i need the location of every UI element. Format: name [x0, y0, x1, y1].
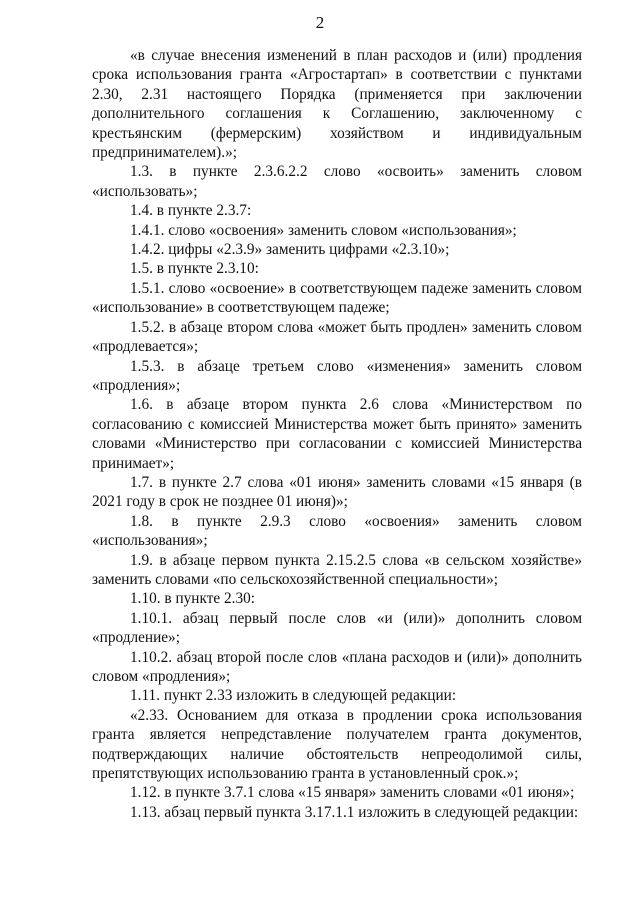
paragraph-10: 1.6. в абзаце втором пункта 2.6 слова «Министерством по согласованию с комиссией Министерства может быть принято» заменить словами «Министерство при согласовании с комиссией Министерства принимает»; — [92, 396, 582, 472]
paragraph-15: 1.10.1. абзац первый после слов «и (или)» дополнить словом «продление»; — [92, 609, 582, 647]
paragraph-11: 1.7. в пункте 2.7 слова «01 июня» заменить словами «15 января (в 2021 году в срок не позднее 01 июня)»; — [92, 473, 582, 511]
paragraph-18: «2.33. Основанием для отказа в продлении срока использования гранта является непредставление получателем гранта документов, подтверждающих наличие обстоятельств непреодолимой силы, препятствующих использованию гранта в установленный срок.»; — [92, 706, 582, 783]
paragraph-13: 1.9. в абзаце первом пункта 2.15.2.5 слова «в сельском хозяйстве» заменить словами «по сельскохозяйственной специальности»; — [92, 551, 582, 588]
paragraph-3: 1.4. в пункте 2.3.7: — [130, 202, 252, 220]
paragraph-5: 1.4.2. цифры «2.3.9» заменить цифрами «2.3.10»; — [130, 241, 450, 259]
document-body — [92, 46, 582, 822]
paragraph-17: 1.11. пункт 2.33 изложить в следующей редакции: — [130, 687, 457, 705]
paragraph-16: 1.10.2. абзац второй после слов «плана расходов и (или)» дополнить словом «продления»; — [92, 648, 582, 685]
paragraph-7: 1.5.1. слово «освоение» в соответствующем падеже заменить словом «использование» в соответствующем падеже; — [92, 279, 582, 317]
paragraph-1: «в случае внесения изменений в план расходов и (или) продления срока использования гранта «Агростартап» в соответствии с пунктами 2.30, 2.31 настоящего Порядка (применяется при заключении дополнительного соглашения к Соглашению, заключенному с крестьянским (фермерским) хозяйством и индивидуальным предпринимателем).»; — [92, 47, 582, 162]
paragraph-4: 1.4.1. слово «освоения» заменить словом «использования»; — [130, 221, 517, 239]
paragraph-12: 1.8. в пункте 2.9.3 слово «освоения» заменить словом «использования»; — [92, 512, 582, 550]
page-number: 2 — [315, 13, 325, 32]
paragraph-8: 1.5.2. в абзаце втором слова «может быть продлен» заменить словом «продлевается»; — [92, 318, 582, 356]
paragraph-20: 1.13. абзац первый пункта 3.17.1.1 изложить в следующей редакции: — [130, 803, 579, 821]
paragraph-19: 1.12. в пункте 3.7.1 слова «15 января» заменить словами «01 июня»; — [130, 784, 575, 802]
paragraph-9: 1.5.3. в абзаце третьем слово «изменения» заменить словом «продления»; — [92, 357, 582, 394]
paragraph-2: 1.3. в пункте 2.3.6.2.2 слово «освоить» заменить словом «использовать»; — [92, 163, 582, 200]
paragraph-14: 1.10. в пункте 2.30: — [130, 590, 256, 608]
paragraph-6: 1.5. в пункте 2.3.10: — [130, 260, 259, 278]
